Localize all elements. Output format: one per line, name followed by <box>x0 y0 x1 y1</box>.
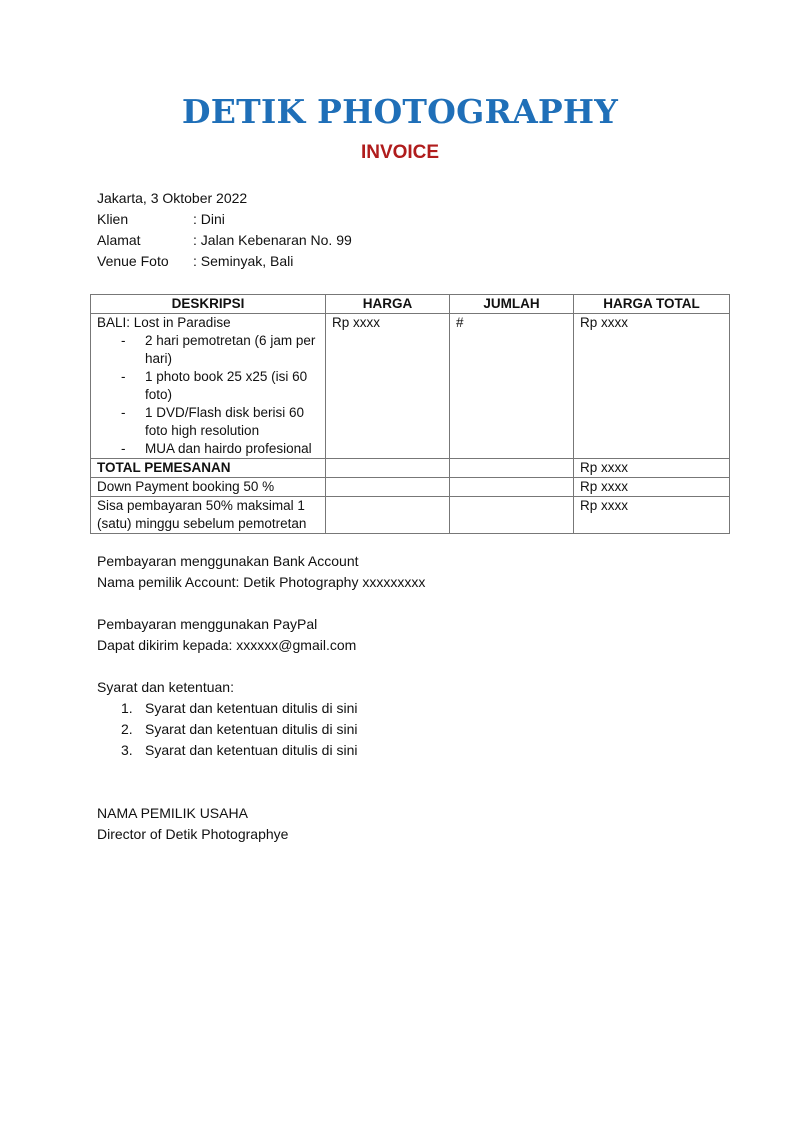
column-header-quantity: JUMLAH <box>450 295 574 314</box>
address-value: : Jalan Kebenaran No. 99 <box>193 232 352 248</box>
package-items <box>97 332 319 458</box>
document-title: INVOICE <box>360 142 440 163</box>
invoice-date: Jakarta, 3 Oktober 2022 <box>97 190 248 206</box>
company-name: DETIK PHOTOGRAPHY <box>181 92 619 131</box>
remaining-payment-value: Rp xxxx <box>574 497 730 534</box>
down-payment-label: Down Payment booking 50 % <box>91 478 326 497</box>
signature-name: NAMA PEMILIK USAHA <box>97 805 248 821</box>
bank-title: Pembayaran menggunakan Bank Account <box>97 553 359 569</box>
client-label: Klien <box>97 211 129 227</box>
venue-label: Venue Foto <box>97 253 169 269</box>
package-cell <box>91 314 326 459</box>
terms-list <box>97 698 425 761</box>
column-header-description: DESKRIPSI <box>91 295 326 314</box>
terms-title: Syarat dan ketentuan: <box>97 679 234 695</box>
table-row <box>91 314 730 459</box>
package-title: BALI: Lost in Paradise <box>97 315 231 330</box>
list-item: - 2 hari pemotretan (6 jam per hari) <box>121 333 316 366</box>
paypal-title: Pembayaran menggunakan PayPal <box>97 616 318 632</box>
bank-owner: Nama pemilik Account: Detik Photography xxxxxxxxx <box>97 574 426 590</box>
invoice-meta <box>97 188 352 272</box>
list-item: - 1 photo book 25 x25 (isi 60 foto) <box>121 369 308 402</box>
package-total: Rp xxxx <box>574 314 730 459</box>
total-order-label: TOTAL PEMESANAN <box>91 459 326 478</box>
package-price: Rp xxxx <box>326 314 450 459</box>
table-row <box>91 459 730 478</box>
list-item: 3. Syarat dan ketentuan ditulis di sini <box>121 742 358 758</box>
column-header-total: HARGA TOTAL <box>574 295 730 314</box>
meta-row-venue <box>97 251 352 272</box>
down-payment-value: Rp xxxx <box>574 478 730 497</box>
table-row <box>91 497 730 534</box>
table-header-row <box>91 295 730 314</box>
client-value: : Dini <box>193 211 225 227</box>
meta-row-client <box>97 209 352 230</box>
package-quantity: # <box>450 314 574 459</box>
column-header-price: HARGA <box>326 295 450 314</box>
list-item: 1. Syarat dan ketentuan ditulis di sini <box>121 700 358 716</box>
address-label: Alamat <box>97 232 141 248</box>
venue-value: : Seminyak, Bali <box>193 253 294 269</box>
total-order-value: Rp xxxx <box>574 459 730 478</box>
list-item: - 1 DVD/Flash disk berisi 60 foto high resolution <box>121 405 305 438</box>
remaining-payment-label: Sisa pembayaran 50% maksimal 1 (satu) minggu sebelum pemotretan <box>91 497 326 534</box>
list-item: 2. Syarat dan ketentuan ditulis di sini <box>121 721 358 737</box>
payment-and-terms <box>97 551 425 845</box>
meta-row-address <box>97 230 352 251</box>
invoice-table <box>90 294 730 534</box>
list-item: - MUA dan hairdo profesional <box>121 441 312 456</box>
signature-title: Director of Detik Photographye <box>97 826 289 842</box>
table-row <box>91 478 730 497</box>
paypal-email: Dapat dikirim kepada: xxxxxx@gmail.com <box>97 637 357 653</box>
